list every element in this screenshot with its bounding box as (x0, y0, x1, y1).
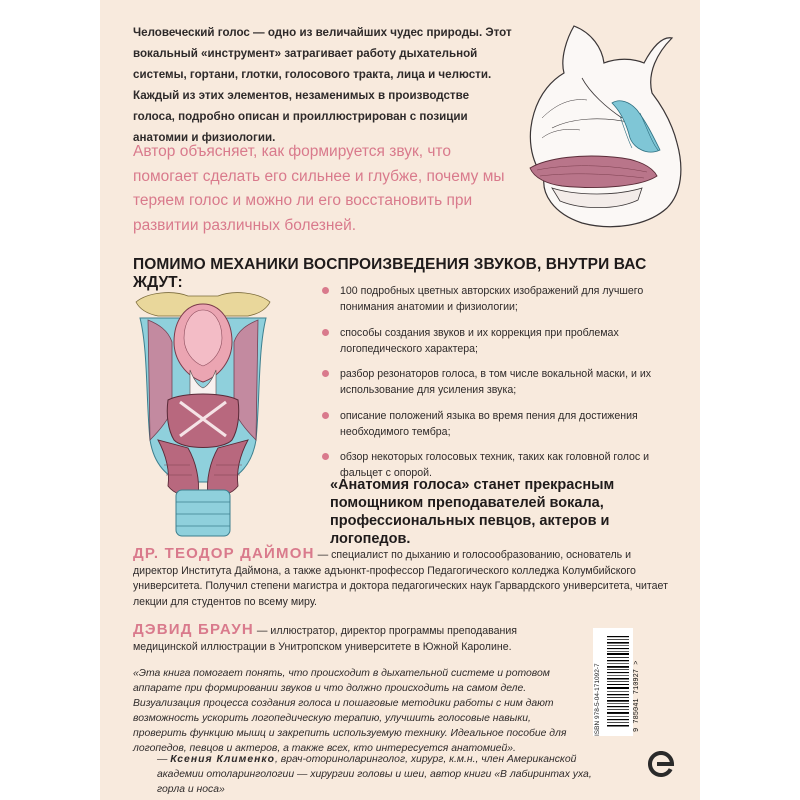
testimonial-attribution (157, 752, 597, 797)
barcode-bars-icon (607, 634, 629, 730)
isbn-number: 9 785041 710927 > (633, 660, 641, 732)
pink-description: Автор объясняет, как формируется звук, что помогает сделать его сильнее и глубже, почему мы теряем голос и можно ли его восстановить при развитии различных болезней. (133, 143, 505, 234)
intro-paragraph: Человеческий голос — одно из величайших чудес природы. Этот вокальный «инструмент» затрагивает работу дыхательной системы, гортани, глотки, голосового тракта, лица и челюсти. Каждый из этих элементов, незаменимых в производстве голоса, подробно описан и проиллюстрирован с позиции анатомии и физиологии. (133, 26, 512, 144)
list-item (322, 283, 682, 315)
feature-text: способы создания звуков и их коррекция при проблемах логопедического характера; (340, 326, 619, 355)
testimonial-quote: «Эта книга помогает понять, что происходит в дыхательной системе и ротовом аппарате при формировании звуков и что должно происходить на самом деле. Визуализация процесса создания голоса и пошаговые методики работы с ним дают возможность ускорить логопедическую терапию, улучшить голосовые навыки, проверить функцию мышц и закрепить используемую технику. Идеальное пособие для логопедов, певцов и актеров, а также всех, кто интересуется анатомией». (133, 668, 567, 754)
book-back-cover (100, 0, 700, 800)
author-bio (133, 546, 673, 610)
list-item (322, 325, 682, 357)
bullet-icon (322, 412, 329, 419)
feature-text: 100 подробных цветных авторских изображений для лучшего понимания анатомии и физиологии; (340, 285, 644, 313)
illustrator-name: ДЭВИД БРАУН (133, 621, 254, 638)
illustrator-description: — иллюстратор, директор программы преподавания медицинской иллюстрации в Унитропском университете в Южной Каролине. (133, 625, 518, 653)
list-item (322, 408, 682, 440)
author-description: — специалист по дыханию и голосообразованию, основатель и директор Института Даймона, а также адъюнкт-профессор Педагогического колледжа Колумбийского университета. Получил степени магистра и доктора педагогических наук Гарвардского университета, читает лекции для студентов по всему миру. (133, 549, 668, 608)
attribution-text: , врач-оториноларинголог, хирург, к.м.н., член Американской академии отоларингологии — хирургии головы и шеи, автор книги «В лабиринтах уха, горла и носа» (157, 754, 592, 795)
feature-text: описание положений языка во время пения для достижения необходимого тембра; (340, 409, 638, 438)
isbn-label: ISBN 978-5-04-171092-7 (594, 663, 601, 736)
features-heading: ПОМИМО МЕХАНИКИ ВОСПРОИЗВЕДЕНИЯ ЗВУКОВ, ВНУТРИ ВАС ЖДУТ: (133, 256, 647, 291)
larynx-illustration (128, 290, 278, 540)
author-name: ДР. ТЕОДОР ДАЙМОН (133, 545, 315, 562)
bullet-icon (322, 453, 329, 460)
attribution-name: Ксения Клименко (170, 754, 276, 765)
bullet-icon (322, 287, 329, 294)
feature-text: обзор некоторых голосовых техник, таких как головной голос и фальцет с опорой. (340, 451, 650, 479)
attribution-dash: — (157, 754, 171, 765)
list-item (322, 366, 682, 398)
barcode (593, 628, 641, 736)
illustrator-bio (133, 622, 573, 655)
bullet-icon (322, 329, 329, 336)
highlight-quote: «Анатомия голоса» станет прекрасным помощником преподавателей вокала, профессиональных певцов, актеров и логопедов. (330, 477, 615, 547)
bullet-icon (322, 370, 329, 377)
feature-list (322, 283, 682, 491)
vocal-folds-illustration (512, 18, 687, 240)
feature-text: разбор резонаторов голоса, в том числе вокальной маски, и их использование для усиления звука; (340, 368, 652, 396)
eksmo-logo-icon (645, 748, 677, 780)
